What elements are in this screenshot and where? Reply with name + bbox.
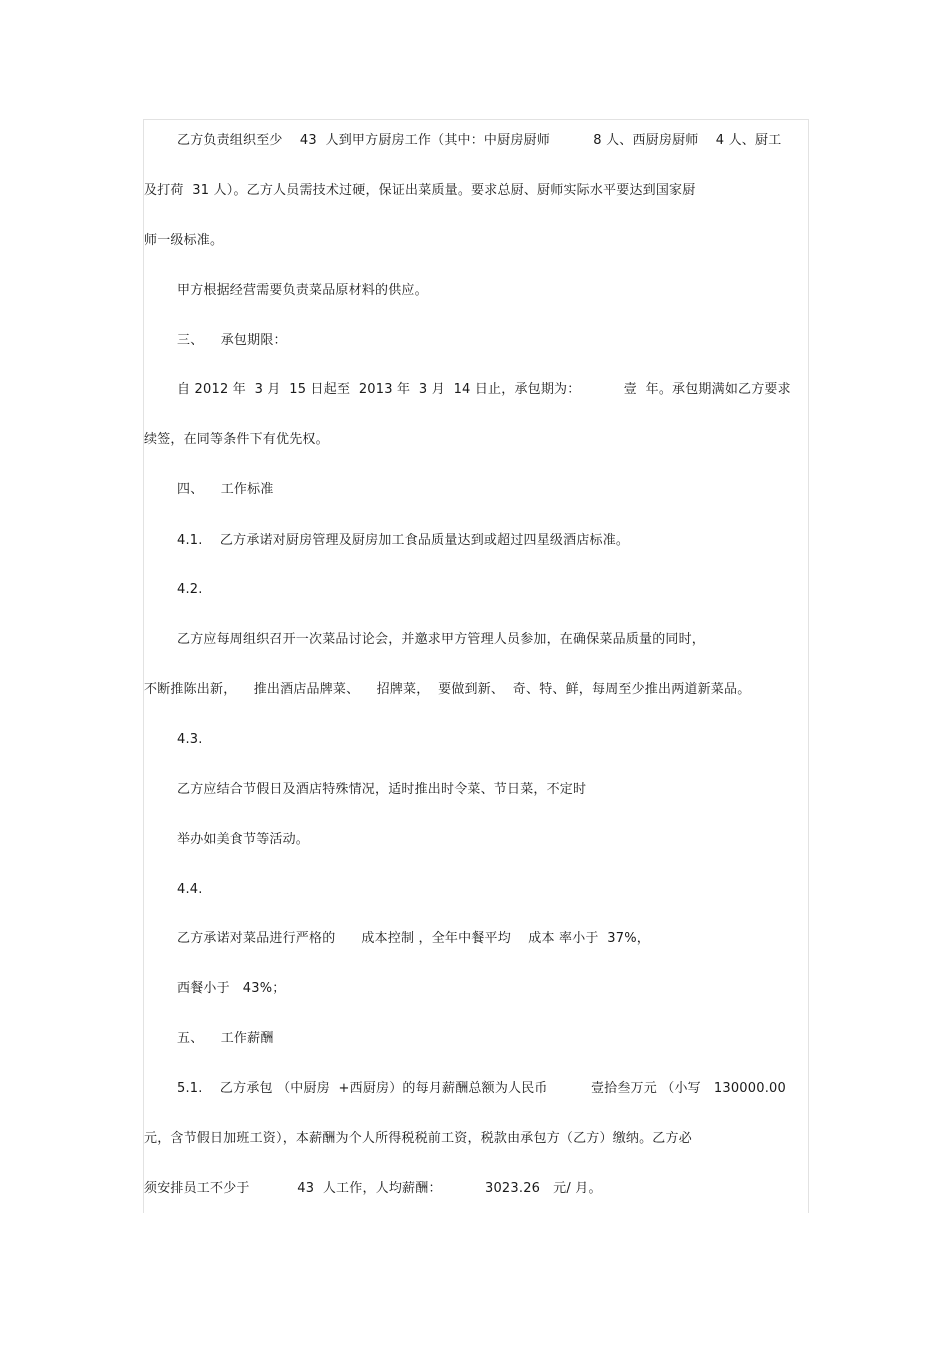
clause-4-2-number: 4.2. (177, 582, 203, 597)
clause-4-2-text: 乙方应每周组织召开一次菜品讨论会，并邀求甲方管理人员参加，在确保菜品质量的同时， (177, 632, 706, 647)
paragraph-term: 自 2012 年 3 月 15 日起至 2013 年 3 月 14 日止，承包期为： 壹 年。承包期满如乙方要求 (177, 382, 791, 397)
paragraph-staffing-cont: 及打荷 31 人）。乙方人员需技术过硬，保证出菜质量。要求总厨、厨师实际水平要达到国家厨 (144, 183, 696, 198)
clause-4-1: 4.1. 乙方承诺对厨房管理及厨房加工食品质量达到或超过四星级酒店标准。 (177, 533, 630, 548)
paragraph-term-cont: 续签，在同等条件下有优先权。 (144, 432, 329, 447)
clause-5-1-cont: 元，含节假日加班工资），本薪酬为个人所得税税前工资，税款由承包方（乙方）缴纳。乙方必 (144, 1131, 692, 1146)
clause-4-2-text-cont: 不断推陈出新， 推出酒店品牌菜、 招牌菜， 要做到新、 奇、特、鲜，每周至少推出两道新菜品。 (144, 682, 751, 697)
paragraph-staffing-end: 师一级标准。 (144, 233, 224, 248)
heading-section-3: 三、 承包期限： (177, 333, 287, 348)
clause-4-3-text-cont: 举办如美食节等活动。 (177, 832, 310, 847)
clause-4-3-number: 4.3. (177, 732, 203, 747)
clause-4-4-text-cont: 西餐小于 43%； (177, 981, 286, 996)
clause-4-4-number: 4.4. (177, 882, 203, 897)
heading-section-5: 五、 工作薪酬 (177, 1031, 274, 1046)
heading-section-4: 四、 工作标准 (177, 482, 274, 497)
clause-4-3-text: 乙方应结合节假日及酒店特殊情况，适时推出时令菜、节日菜，不定时 (177, 782, 587, 797)
paragraph-materials: 甲方根据经营需要负责菜品原材料的供应。 (177, 283, 428, 298)
clause-5-1-end: 须安排员工不少于 43 人工作，人均薪酬： 3023.26 元/ 月。 (144, 1181, 602, 1196)
clause-4-4-text: 乙方承诺对菜品进行严格的 成本控制 ，全年中餐平均 成本 率小于 37%， (177, 931, 650, 946)
paragraph-staffing: 乙方负责组织至少 43 人到甲方厨房工作（其中：中厨房厨师 8 人、西厨房厨师 4 人、厨工 (177, 133, 782, 148)
clause-5-1: 5.1. 乙方承包 （中厨房 +西厨房）的每月薪酬总额为人民币 壹拾叁万元 （小写 130000.00 (177, 1081, 786, 1096)
